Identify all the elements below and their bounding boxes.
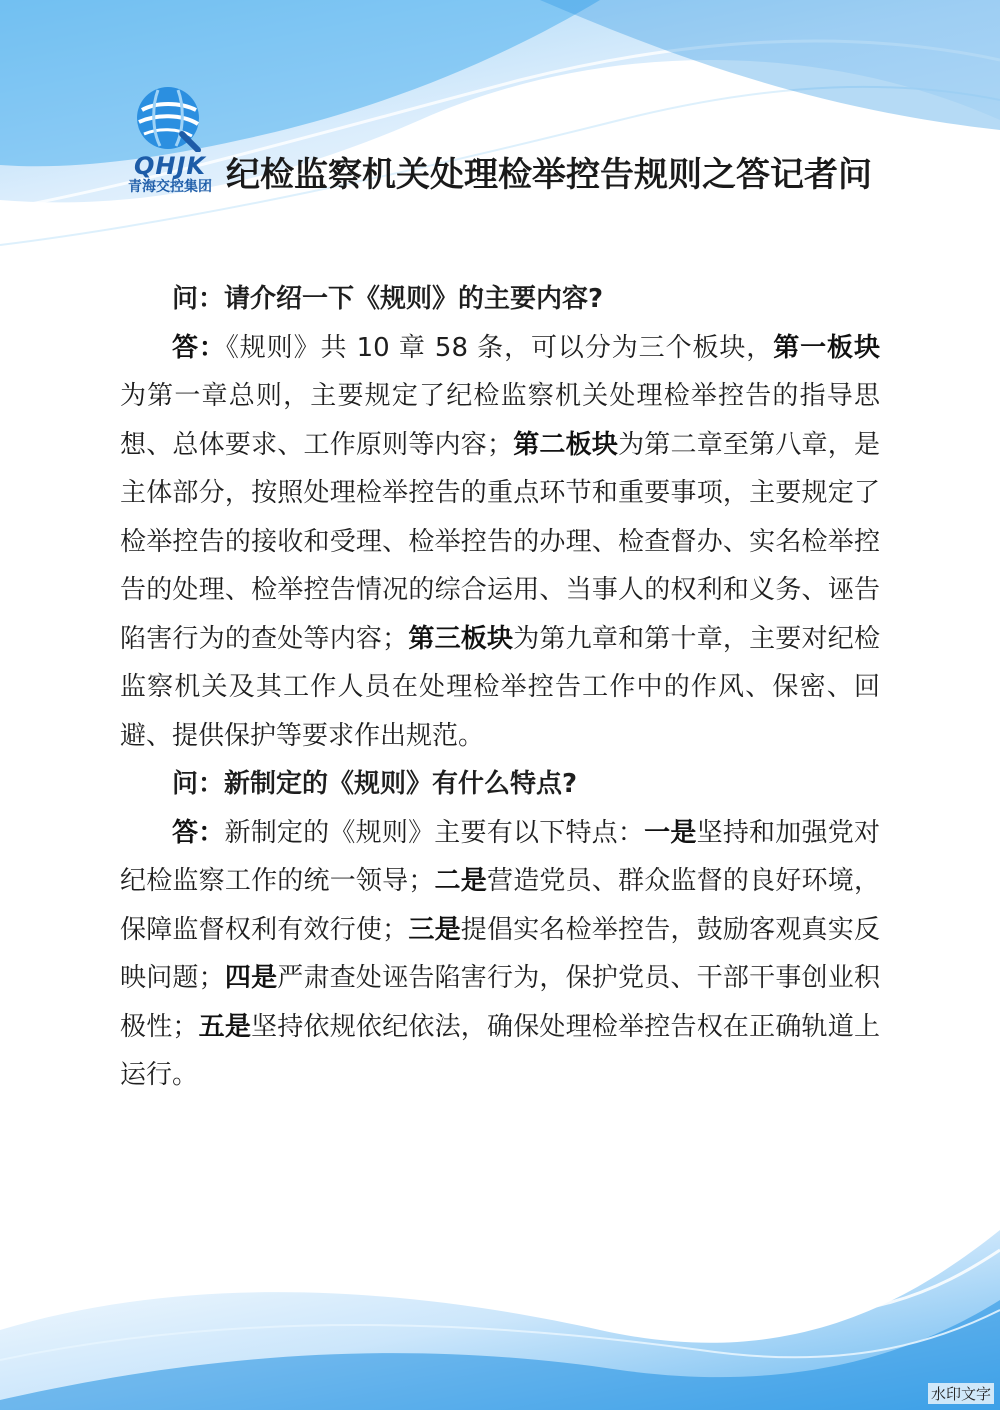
answer-2-lead: 答： <box>172 817 225 848</box>
question-2: 问：新制定的《规则》有什么特点? <box>172 769 578 799</box>
answer-1-text: 为第二章至第八章，是主体部分，按照处理检举控告的重点环节和重要事项，主要规定了检举控告的接收和受理、检举控告的办理、检查督办、实名检举控告的处理、检举控告情况的综合运用、当事人的权利和义务、诬告陷害行为的查处等内容； <box>120 429 880 654</box>
answer-2-text: 坚持依规依纪依法，确保处理检举控告权在正确轨道上运行。 <box>120 1011 880 1090</box>
answer-1-highlight: 第二板块 <box>512 429 619 460</box>
answer-2-highlight: 三是 <box>408 914 461 945</box>
answer-2-text: 新制定的《规则》主要有以下特点： <box>224 817 645 848</box>
answer-1-text: 《规则》共 10 章 58 条，可以分为三个板块， <box>225 332 774 363</box>
logo-wordmark: QHJK <box>133 152 206 180</box>
answer-1-highlight: 第三板块 <box>408 623 514 654</box>
logo-company-name: 青海交控集团 <box>128 179 212 195</box>
answer-2-highlight: 四是 <box>224 963 278 993</box>
answer-1-lead: 答： <box>172 332 226 363</box>
answer-2-highlight: 一是 <box>644 817 697 848</box>
answer-1-text: 为第九章和第十章，主要对纪检监察机关及其工作人员在处理检举控告工作中的作风、保密、回避、提供保护等要求作出规范。 <box>120 623 880 751</box>
document-body <box>120 275 880 1100</box>
answer-2-text: 严肃查处诬告陷害行为，保护党员、干部干事创业积极性； <box>120 963 880 1042</box>
globe-icon <box>134 84 202 152</box>
answer-2-text: 提倡实名检举控告，鼓励客观真实反映问题； <box>120 914 880 993</box>
answer-2-text: 坚持和加强党对纪检监察工作的统一领导； <box>120 817 880 896</box>
page-title: 纪检监察机关处理检举控告规则之答记者问 <box>226 155 872 195</box>
question-1: 问：请介绍一下《规则》的主要内容? <box>172 284 604 314</box>
company-logo <box>120 84 220 194</box>
answer-2-highlight: 二是 <box>434 866 487 896</box>
answer-2-text: 营造党员、群众监督的良好环境，保障监督权利有效行使； <box>120 866 880 945</box>
document-header <box>112 84 972 204</box>
answer-2-highlight: 五是 <box>198 1011 252 1042</box>
answer-2 <box>120 809 880 1100</box>
watermark-text: 水印文字 <box>928 1383 994 1404</box>
answer-1-highlight: 第一板块 <box>773 332 880 363</box>
answer-1 <box>120 324 880 761</box>
answer-1-text: 为第一章总则，主要规定了纪检监察机关处理检举控告的指导思想、总体要求、工作原则等内容； <box>120 381 880 460</box>
